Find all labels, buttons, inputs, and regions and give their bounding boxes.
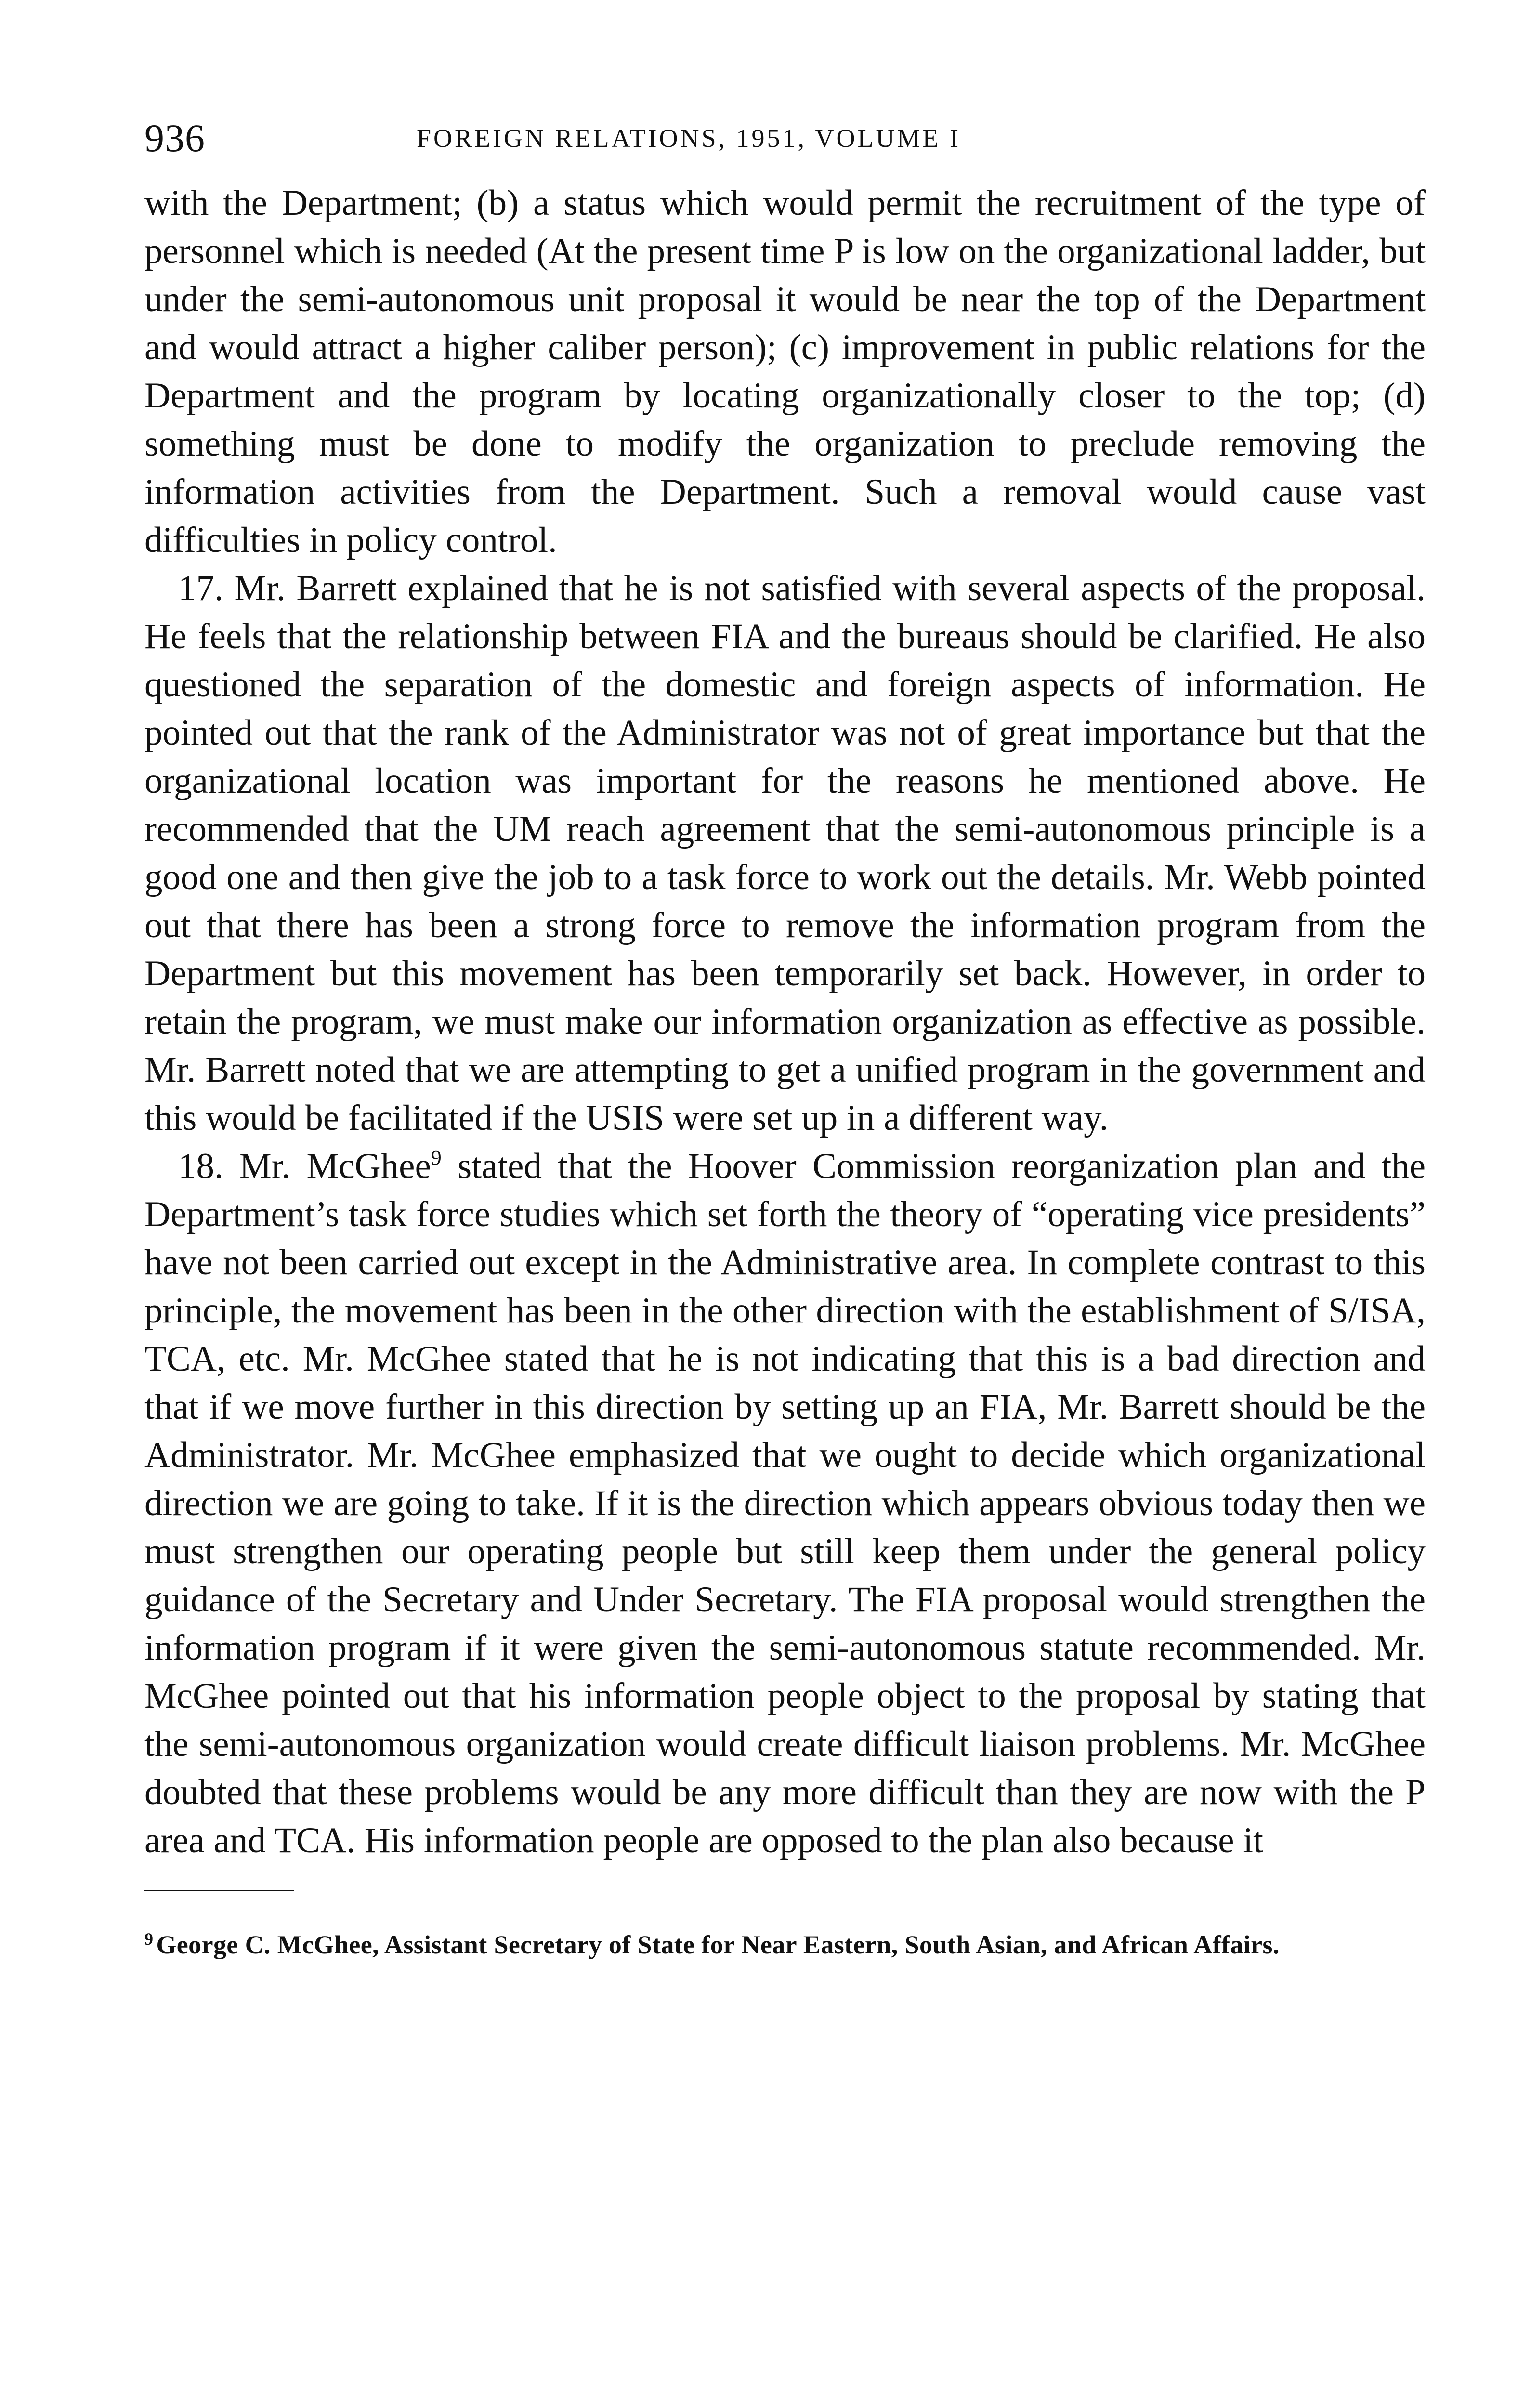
footnote: [144, 1927, 1426, 1963]
footnote-9: [144, 1927, 1426, 1963]
running-header: [144, 111, 1426, 164]
paragraph-18-text: stated that the Hoover Commission reorganization plan and the Department’s task force studies which set forth the theory of “operating vice presidents” have not been carried out except in the Administrative area. In complete contrast to this principle, the movement has been in the other direction with the establishment of S/ISA, TCA, etc. Mr. McGhee stated that he is not indicating that this is a bad direction and that if we move further in this direction by setting up an FIA, Mr. Barrett should be the Administrator. Mr. McGhee emphasized that we ought to decide which organizational direction we are going to take. If it is the direction which appears obvious today then we must strengthen our operating people but still keep them under the general policy guidance of the Secretary and Under Secretary. The FIA proposal would strengthen the information program if it were given the semi-autonomous statute recommended. Mr. McGhee pointed out that his information people object to the proposal by stating that the semi-autonomous organization would create difficult liaison problems. Mr. McGhee doubted that these problems would be any more difficult than they are now with the P area and TCA. His information people are opposed to the plan also because it: [144, 1146, 1426, 1860]
footnote-reference: 9: [431, 1146, 442, 1169]
paragraph-continued: with the Department; (b) a status which would permit the recruitment of the type of personnel which is needed (At the present time P is low on the organizational ladder, but under the semi-autonomous unit proposal it would be near the top of the Department and would attract a higher caliber person); (c) improvement in public relations for the Department and the program by locating organizationally closer to the top; (d) something must be done to modify the organization to preclude removing the information activities from the Department. Such a removal would cause vast difficulties in policy control.: [144, 183, 1426, 560]
footnote-text: George C. McGhee, Assistant Secretary of State for Near Eastern, South Asian, and African Affairs.: [156, 1930, 1280, 1959]
page-number: 936: [144, 116, 205, 160]
body-text: [144, 179, 1426, 1865]
running-title: FOREIGN RELATIONS, 1951, VOLUME I: [417, 124, 961, 153]
paragraph-17: 17. Mr. Barrett explained that he is not satisfied with several aspects of the proposal. He feels that the relationship between FIA and the bureaus should be clarified. He also questioned the separation of the domestic and foreign aspects of information. He pointed out that the rank of the Administrator was not of great importance but that the organizational location was important for the reasons he mentioned above. He recommended that the UM reach agreement that the semi-autonomous principle is a good one and then give the job to a task force to work out the details. Mr. Webb pointed out that there has been a strong force to remove the information program from the Department but this movement has been temporarily set back. However, in order to retain the program, we must make our information organization as effective as possible. Mr. Barrett noted that we are attempting to get a unified program in the government and this would be facilitated if the USIS were set up in a different way.: [144, 568, 1426, 1138]
footnote-divider: [144, 1890, 294, 1891]
paragraph-18-lead: 18. Mr. McGhee: [178, 1146, 431, 1186]
footnote-marker: 9: [144, 1929, 154, 1949]
paragraph-18: [144, 1142, 1426, 1865]
page-content: [144, 111, 1426, 1963]
